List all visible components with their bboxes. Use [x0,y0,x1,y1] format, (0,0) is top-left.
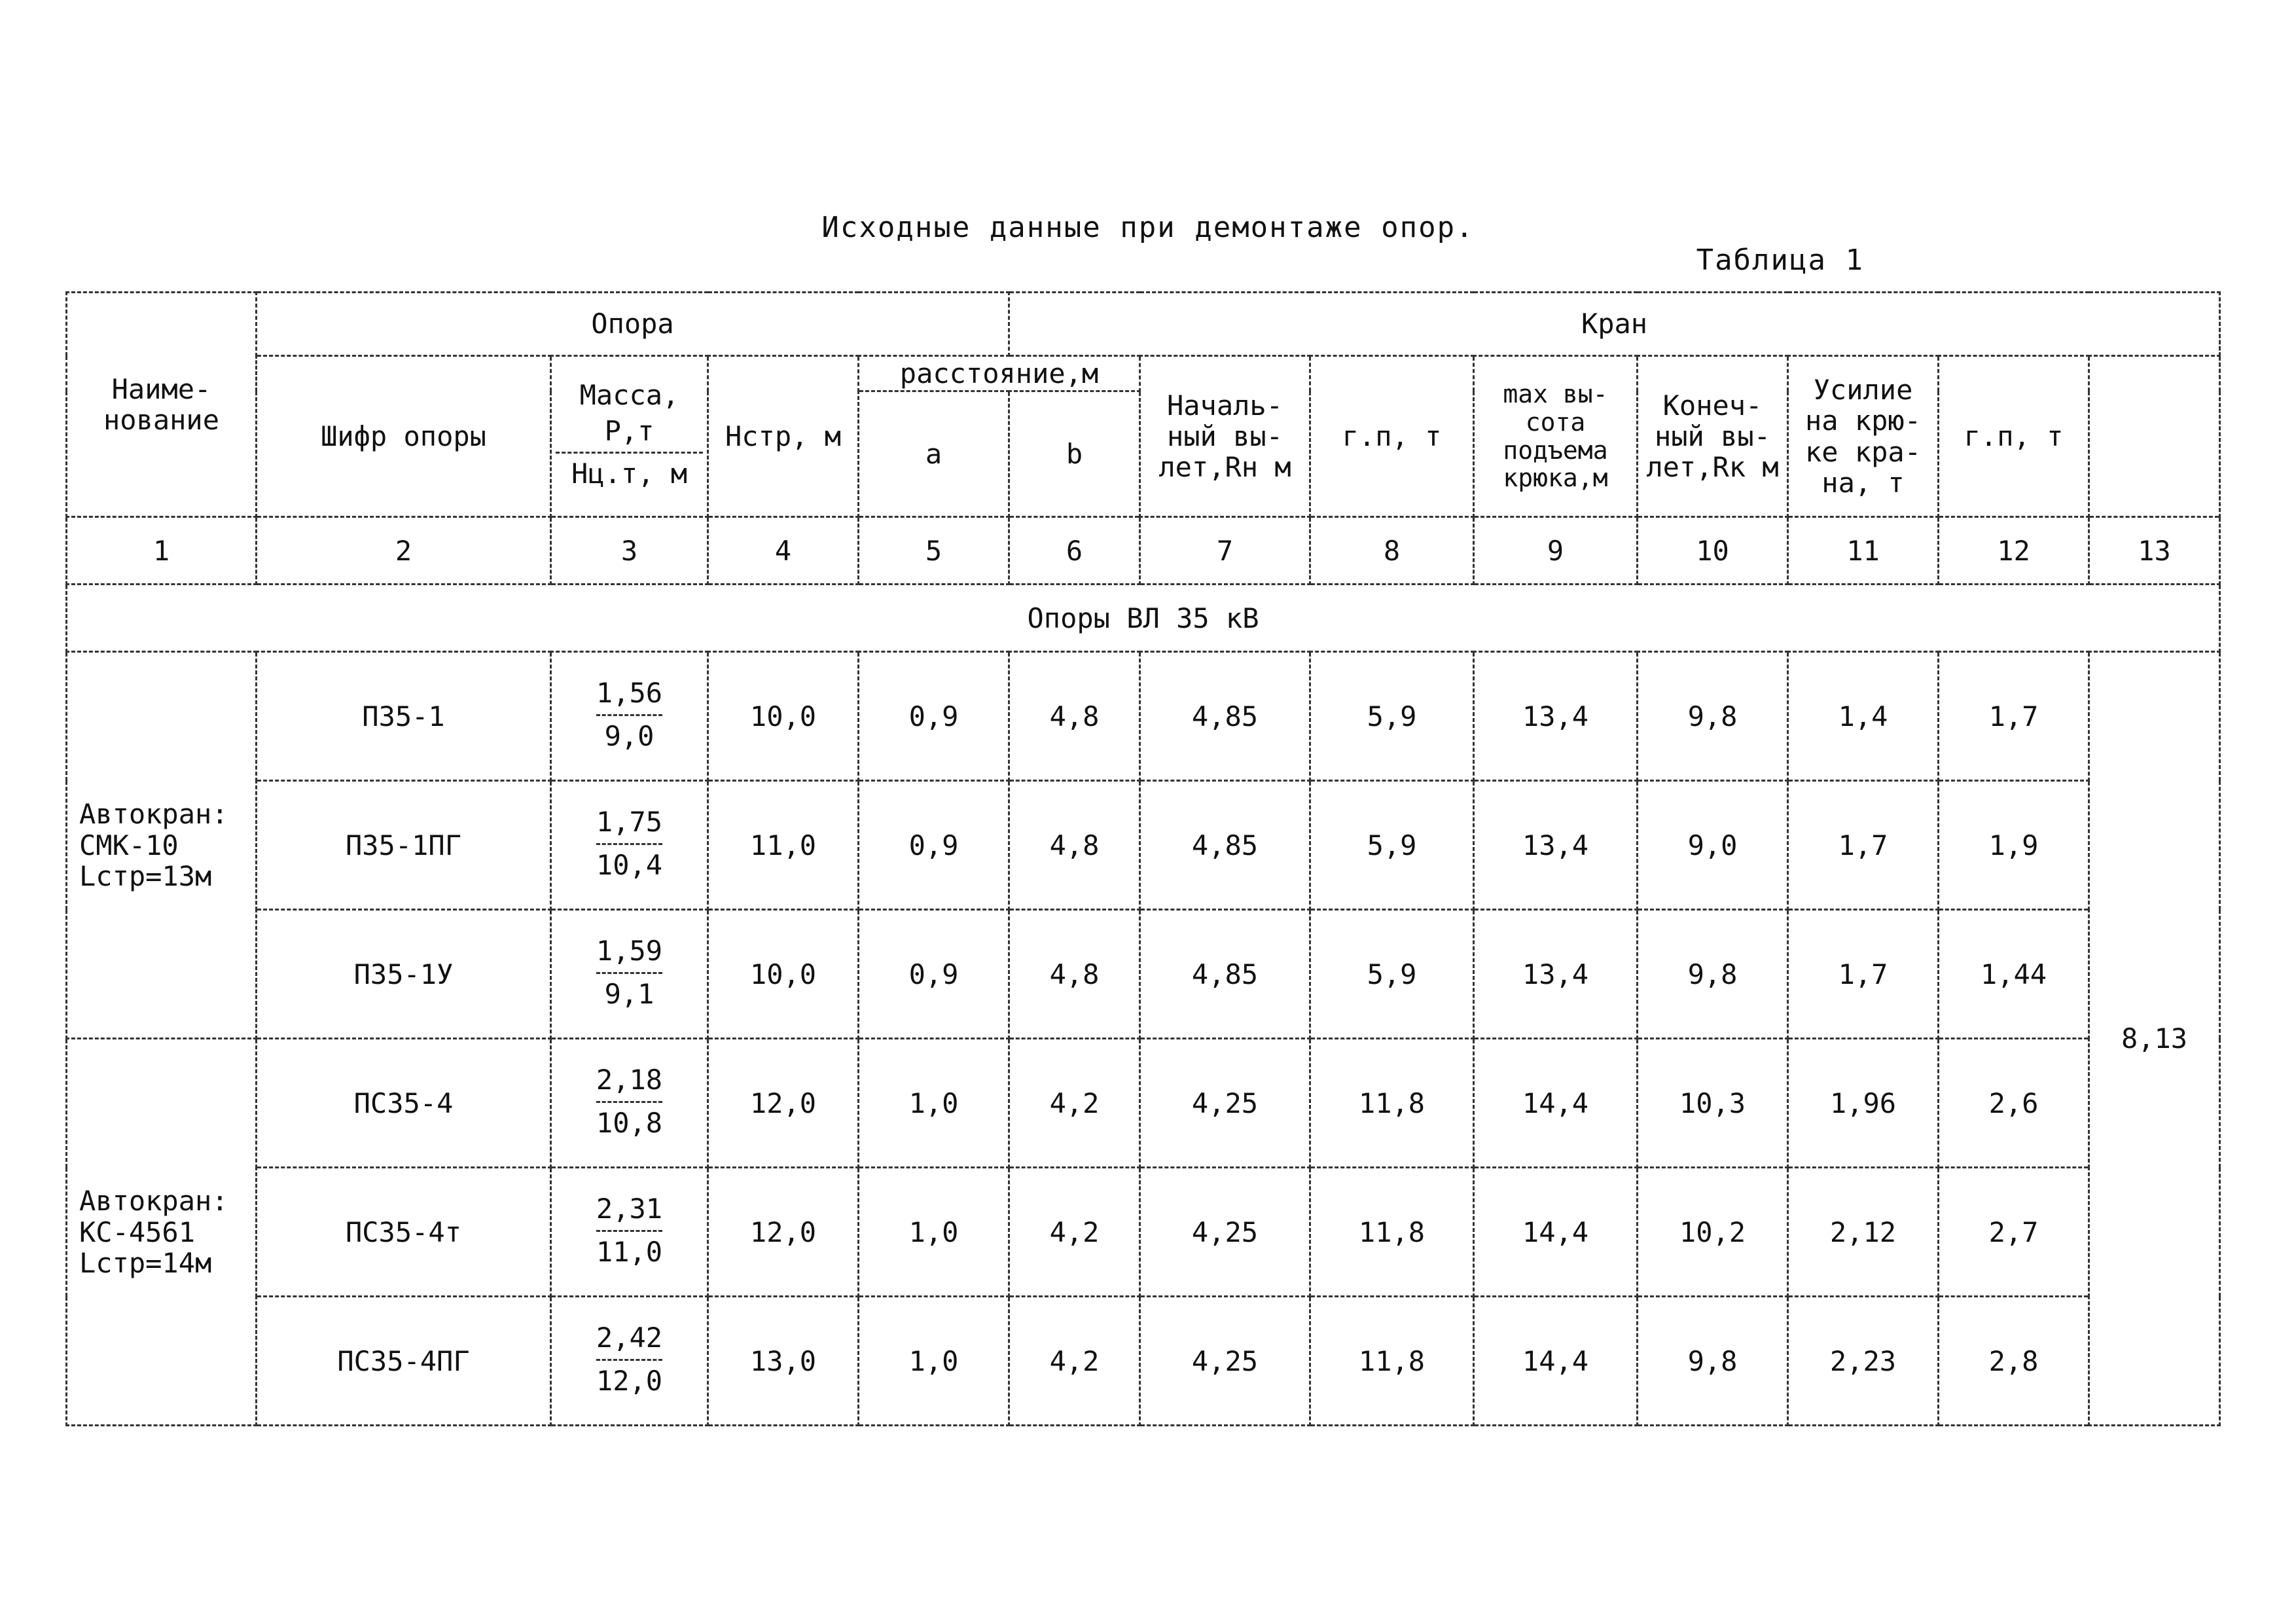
cell-nstr: 10,0 [708,652,859,781]
col-number-7: 7 [1140,517,1310,585]
cell-a: 0,9 [859,910,1009,1039]
cell-shifr: ПС35-4т [257,1168,551,1297]
header-a: а [859,391,1009,517]
cell-mass-hc: 10,8 [596,1101,662,1142]
cell-shifr: ПС35-4 [257,1039,551,1168]
cell-b: 4,8 [1009,910,1140,1039]
header-name: Наиме-нование [67,293,257,517]
header-nstr: Нстр, м [708,356,859,517]
cell-mass [551,1039,708,1168]
cell-hmax: 14,4 [1474,1168,1638,1297]
cell-rn: 4,85 [1140,781,1310,910]
cell-rk: 10,3 [1638,1039,1788,1168]
cell-b: 4,2 [1009,1168,1140,1297]
cell-gp2: 2,8 [1939,1297,2089,1426]
cell-hmax: 14,4 [1474,1297,1638,1426]
cell-gp1: 5,9 [1310,652,1474,781]
cell-b: 4,2 [1009,1297,1140,1426]
crane-name-group-1: Автокран: СМК-10 Lстр=13м [67,652,257,1039]
cell-mass-hc: 9,1 [596,972,662,1013]
cell-mass [551,1297,708,1426]
header-usilie: Усилие на крю-ке кра-на, т [1788,356,1939,517]
cell-hmax: 14,4 [1474,1039,1638,1168]
table-row [67,910,2220,1039]
cell-mass-p: 2,31 [596,1192,663,1225]
cell-shifr: П35-1 [257,652,551,781]
cell-rk: 9,8 [1638,1297,1788,1426]
col-number-8: 8 [1310,517,1474,585]
col-number-5: 5 [859,517,1009,585]
cell-usilie: 1,7 [1788,781,1939,910]
cell-mass [551,652,708,781]
cell-gp2: 1,7 [1939,652,2089,781]
header-b: b [1009,391,1140,517]
table-row [67,652,2220,781]
header-rk: Конеч-ный вы-лет,Rк м [1638,356,1788,517]
header-rasst: расстояние,м [859,356,1140,391]
cell-b: 4,8 [1009,652,1140,781]
col-number-13: 13 [2089,517,2220,585]
cell-nstr: 11,0 [708,781,859,910]
cell-gp1: 11,8 [1310,1168,1474,1297]
header-gp1: г.п, т [1310,356,1474,517]
cell-nstr: 12,0 [708,1039,859,1168]
cell-a: 1,0 [859,1168,1009,1297]
data-table [65,291,2221,1426]
cell-usilie: 2,23 [1788,1297,1939,1426]
col-number-9: 9 [1474,517,1638,585]
cell-mass [551,781,708,910]
col-number-4: 4 [708,517,859,585]
cell-a: 0,9 [859,781,1009,910]
cell-rn: 4,25 [1140,1297,1310,1426]
header-rn: Началь-ный вы-лет,Rн м [1140,356,1310,517]
cell-b: 4,8 [1009,781,1140,910]
cell-gp1: 5,9 [1310,910,1474,1039]
cell-mass-hc: 12,0 [596,1359,662,1399]
header-mass-top: Масса, Р,т [579,379,679,447]
cell-rk: 10,2 [1638,1168,1788,1297]
document-title: Исходные данные при демонтаже опор. [821,211,1475,244]
cell-a: 0,9 [859,652,1009,781]
cell-rk: 9,8 [1638,910,1788,1039]
table-number: Таблица 1 [1696,244,1864,277]
cell-gp2: 2,6 [1939,1039,2089,1168]
cell-gp1: 5,9 [1310,781,1474,910]
crane-name-group-2: Автокран: КС-4561 Lстр=14м [67,1039,257,1426]
cell-nstr: 13,0 [708,1297,859,1426]
cell-tackle-no: 8,13 [2089,652,2220,1426]
col-number-6: 6 [1009,517,1140,585]
col-number-12: 12 [1939,517,2089,585]
cell-mass-p: 1,75 [596,805,663,838]
cell-shifr: ПС35-4ПГ [257,1297,551,1426]
cell-nstr: 10,0 [708,910,859,1039]
cell-usilie: 2,12 [1788,1168,1939,1297]
cell-rn: 4,85 [1140,652,1310,781]
cell-gp2: 1,44 [1939,910,2089,1039]
header-opora: Опора [257,293,1009,356]
cell-hmax: 13,4 [1474,652,1638,781]
cell-usilie: 1,7 [1788,910,1939,1039]
col-number-2: 2 [257,517,551,585]
header-mass [551,356,708,517]
cell-mass-hc: 11,0 [596,1230,662,1271]
cell-shifr: П35-1ПГ [257,781,551,910]
cell-shifr: П35-1У [257,910,551,1039]
cell-hmax: 13,4 [1474,910,1638,1039]
cell-mass-p: 2,42 [596,1321,663,1354]
cell-usilie: 1,96 [1788,1039,1939,1168]
cell-mass-p: 2,18 [596,1063,663,1096]
header-hmax: max вы-сота подъема крюка,м [1474,356,1638,517]
cell-rk: 9,8 [1638,652,1788,781]
cell-mass [551,910,708,1039]
header-mass-bottom: Нц.т, м [556,452,703,492]
cell-gp2: 1,9 [1939,781,2089,910]
cell-gp1: 11,8 [1310,1297,1474,1426]
cell-rk: 9,0 [1638,781,1788,910]
table-row [67,1039,2220,1168]
cell-rn: 4,85 [1140,910,1310,1039]
cell-mass-hc: 9,0 [596,714,662,755]
cell-rn: 4,25 [1140,1168,1310,1297]
section-title: Опоры ВЛ 35 кВ [67,585,2220,652]
cell-usilie: 1,4 [1788,652,1939,781]
cell-a: 1,0 [859,1297,1009,1426]
cell-mass [551,1168,708,1297]
col-number-1: 1 [67,517,257,585]
cell-gp1: 11,8 [1310,1039,1474,1168]
cell-b: 4,2 [1009,1039,1140,1168]
cell-mass-p: 1,56 [596,676,663,709]
cell-mass-hc: 10,4 [596,843,662,884]
header-gp2: г.п, т [1939,356,2089,517]
table-row [67,1297,2220,1426]
table-row [67,1168,2220,1297]
cell-mass-p: 1,59 [596,934,663,967]
col-number-3: 3 [551,517,708,585]
cell-nstr: 12,0 [708,1168,859,1297]
table-row [67,781,2220,910]
header-shifr: Шифр опоры [257,356,551,517]
cell-a: 1,0 [859,1039,1009,1168]
col-number-10: 10 [1638,517,1788,585]
cell-hmax: 13,4 [1474,781,1638,910]
cell-rn: 4,25 [1140,1039,1310,1168]
header-kran: Кран [1009,293,2220,356]
col-number-11: 11 [1788,517,1939,585]
cell-gp2: 2,7 [1939,1168,2089,1297]
